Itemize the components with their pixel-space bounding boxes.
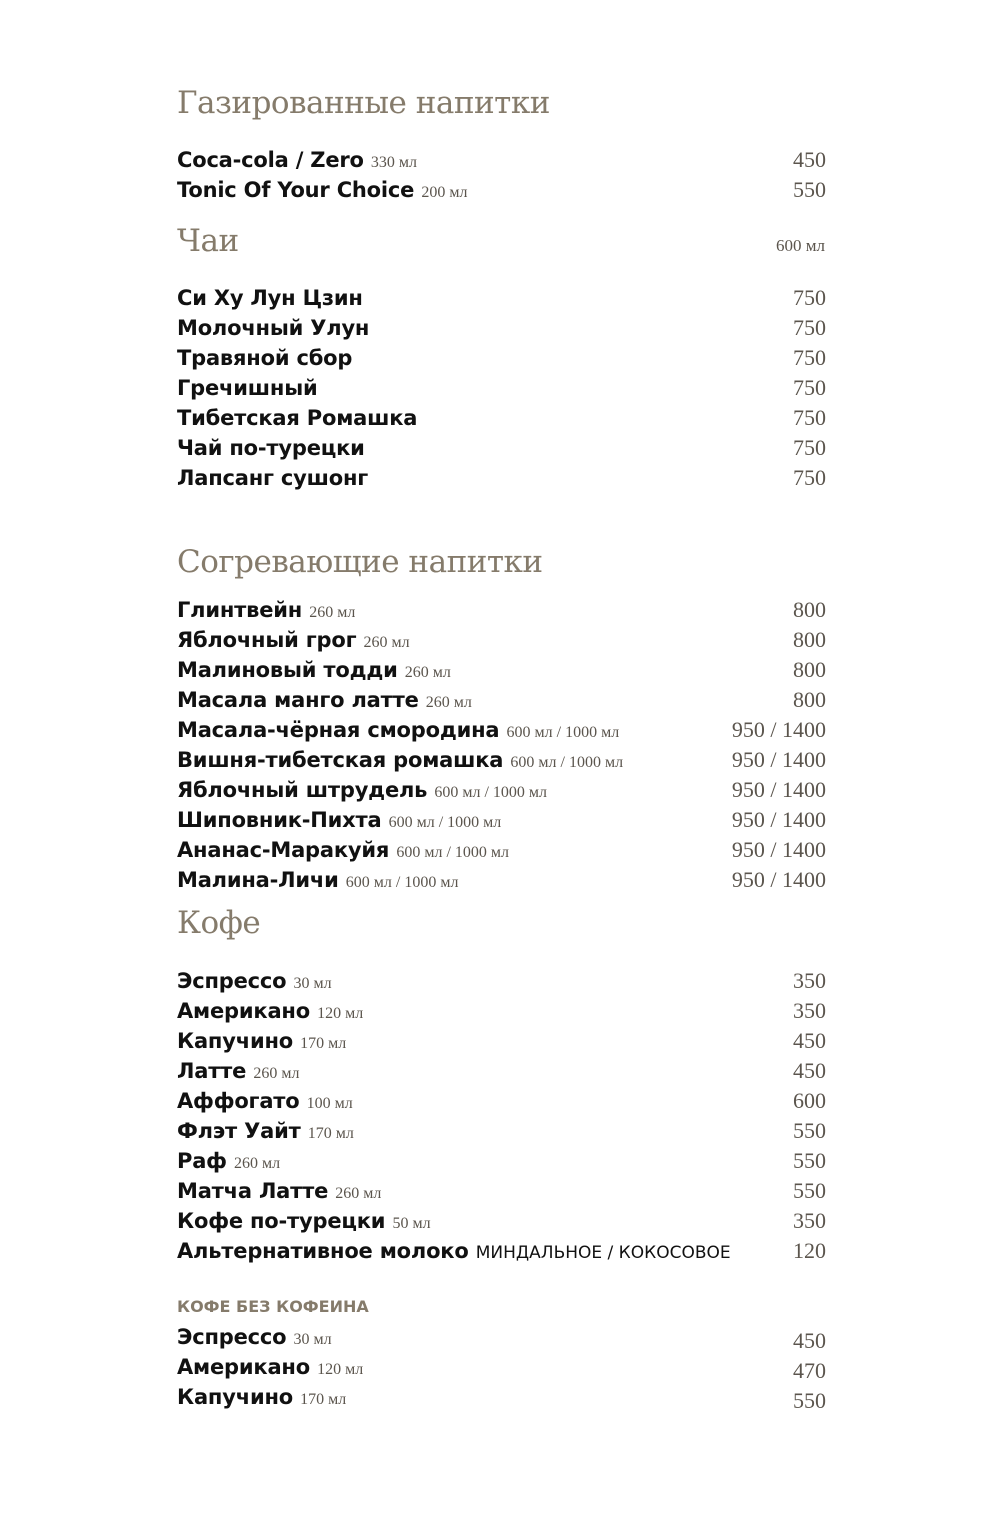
menu-item <box>177 626 826 656</box>
item-name: Эспрессо <box>177 969 287 993</box>
item-name-line <box>177 1027 346 1058</box>
item-name-line <box>177 997 363 1028</box>
item-name-line <box>177 596 355 627</box>
menu-item <box>177 1087 826 1117</box>
menu-item <box>177 1353 826 1383</box>
item-name-line <box>177 656 451 687</box>
menu-item <box>177 434 826 464</box>
item-name-line <box>177 967 332 998</box>
item-volume: 260 мл <box>253 1065 300 1082</box>
item-name: Гречишный <box>177 376 318 400</box>
menu-item <box>177 967 826 997</box>
item-price: 470 <box>793 1358 826 1383</box>
item-price: 950 / 1400 <box>731 777 826 802</box>
menu-item <box>177 176 826 206</box>
menu-item <box>177 1027 826 1057</box>
item-price: 800 <box>793 687 826 712</box>
item-name-line <box>177 1323 332 1354</box>
item-name-line <box>177 836 509 867</box>
section-title-tea: Чаи <box>177 223 239 259</box>
item-name: Эспрессо <box>177 1325 287 1349</box>
item-name-line <box>177 1237 731 1267</box>
tea-volume-note: 600 мл <box>776 236 825 255</box>
section-title-decaf: КОФЕ БЕЗ КОФЕИНА <box>177 1297 369 1316</box>
item-price: 120 <box>793 1238 826 1263</box>
menu-item <box>177 404 826 434</box>
item-name-line <box>177 776 547 807</box>
item-price: 800 <box>793 657 826 682</box>
item-name: Лапсанг сушонг <box>177 466 369 490</box>
item-volume: 260 мл <box>309 604 356 621</box>
item-volume: 30 мл <box>293 1331 332 1348</box>
item-price: 550 <box>793 1388 826 1413</box>
item-price: 350 <box>793 1208 826 1233</box>
menu-item <box>177 1057 826 1087</box>
item-price: 750 <box>793 375 826 400</box>
item-volume: 170 мл <box>300 1035 347 1052</box>
item-volume: 260 мл <box>335 1185 382 1202</box>
item-volume: 170 мл <box>300 1391 347 1408</box>
item-name: Tonic Of Your Choice <box>177 178 415 202</box>
item-name: Латте <box>177 1059 247 1083</box>
menu-item <box>177 866 826 896</box>
menu-item <box>177 716 826 746</box>
item-volume: 600 мл / 1000 мл <box>388 814 502 831</box>
item-name: Кофе по-турецки <box>177 1209 386 1233</box>
item-price: 550 <box>793 1178 826 1203</box>
item-name-line <box>177 746 623 777</box>
menu-item <box>177 146 826 176</box>
menu-item <box>177 464 826 494</box>
item-name-line <box>177 176 467 207</box>
item-price: 600 <box>793 1088 826 1113</box>
item-name: Тибетская Ромашка <box>177 406 418 430</box>
item-name-line <box>177 1353 363 1384</box>
item-name: Травяной сбор <box>177 346 353 370</box>
item-name: Глинтвейн <box>177 598 303 622</box>
item-name: Альтернативное молоко <box>177 1239 469 1263</box>
item-name: Яблочный грог <box>177 628 357 652</box>
item-volume: 600 мл / 1000 мл <box>345 874 459 891</box>
menu-item <box>177 1237 826 1267</box>
item-name: Малина-Личи <box>177 868 339 892</box>
item-name: Coca-cola / Zero <box>177 148 364 172</box>
item-name: Масала манго латте <box>177 688 419 712</box>
item-name: Чай по-турецки <box>177 436 365 460</box>
section-title-coffee: Кофе <box>177 905 261 941</box>
item-name: Шиповник-Пихта <box>177 808 382 832</box>
item-name: Американо <box>177 1355 310 1379</box>
item-volume: 600 мл / 1000 мл <box>510 754 624 771</box>
menu-item <box>177 284 826 314</box>
item-name-line <box>177 866 458 897</box>
item-volume: 120 мл <box>317 1361 364 1378</box>
item-volume: 50 мл <box>392 1215 431 1232</box>
item-name: Малиновый тодди <box>177 658 398 682</box>
item-price: 550 <box>793 177 826 202</box>
item-name: Яблочный штрудель <box>177 778 428 802</box>
menu-item <box>177 746 826 776</box>
menu-item <box>177 314 826 344</box>
menu-item <box>177 1177 826 1207</box>
item-volume: 600 мл / 1000 мл <box>434 784 548 801</box>
item-price: 750 <box>793 465 826 490</box>
item-price: 750 <box>793 315 826 340</box>
item-price: 950 / 1400 <box>731 837 826 862</box>
item-volume: 200 мл <box>421 184 468 201</box>
item-name: Матча Латте <box>177 1179 329 1203</box>
item-price: 350 <box>793 998 826 1023</box>
item-volume: 30 мл <box>293 975 332 992</box>
item-price: 550 <box>793 1118 826 1143</box>
item-price: 800 <box>793 597 826 622</box>
menu-item <box>177 806 826 836</box>
menu-item <box>177 656 826 686</box>
item-name-line <box>177 716 619 747</box>
item-name-line <box>177 1147 280 1178</box>
item-volume: 600 мл / 1000 мл <box>506 724 620 741</box>
item-price: 350 <box>793 968 826 993</box>
section-title-warm: Согревающие напитки <box>177 544 543 580</box>
item-name: Вишня-тибетская ромашка <box>177 748 504 772</box>
item-price: 950 / 1400 <box>731 867 826 892</box>
menu-item <box>177 1207 826 1237</box>
item-volume: 120 мл <box>317 1005 364 1022</box>
item-name: Масала-чёрная смородина <box>177 718 500 742</box>
item-price: 450 <box>793 147 826 172</box>
item-price: 450 <box>793 1058 826 1083</box>
item-name: Си Ху Лун Цзин <box>177 286 363 310</box>
item-name-line <box>177 806 501 837</box>
item-price: 750 <box>793 405 826 430</box>
item-name-line <box>177 626 410 657</box>
item-price: 950 / 1400 <box>731 807 826 832</box>
item-name: Раф <box>177 1149 227 1173</box>
section-title-soda: Газированные напитки <box>177 85 550 121</box>
menu-item <box>177 596 826 626</box>
item-name-line <box>177 1117 354 1148</box>
item-price: 750 <box>793 435 826 460</box>
item-volume: 100 мл <box>306 1095 353 1112</box>
menu-item <box>177 836 826 866</box>
item-price: 450 <box>793 1028 826 1053</box>
menu-item <box>177 1147 826 1177</box>
item-name-line <box>177 1177 381 1208</box>
item-name-line <box>177 1207 431 1238</box>
item-name: Флэт Уайт <box>177 1119 301 1143</box>
item-volume: 170 мл <box>307 1125 354 1142</box>
item-volume: 600 мл / 1000 мл <box>396 844 509 861</box>
item-name-line <box>177 686 472 717</box>
item-name-line <box>177 1057 299 1088</box>
item-name-line <box>177 1383 346 1414</box>
item-name: Ананас-Маракуйя <box>177 838 390 862</box>
menu-item <box>177 374 826 404</box>
menu-item <box>177 686 826 716</box>
menu-item <box>177 344 826 374</box>
item-name: Капучино <box>177 1029 294 1053</box>
item-price: 800 <box>793 627 826 652</box>
item-name-line <box>177 1087 353 1118</box>
menu-item <box>177 776 826 806</box>
item-price: 950 / 1400 <box>731 747 826 772</box>
item-price: 450 <box>793 1328 826 1353</box>
item-volume: 260 мл <box>404 664 451 681</box>
item-milk-options: МИНДАЛЬНОЕ / КОКОСОВОЕ <box>475 1243 731 1263</box>
item-volume: 260 мл <box>425 694 472 711</box>
item-volume: 330 мл <box>370 154 417 171</box>
item-price: 750 <box>793 285 826 310</box>
item-name: Американо <box>177 999 310 1023</box>
menu-item <box>177 1117 826 1147</box>
item-volume: 260 мл <box>233 1155 281 1172</box>
menu-item <box>177 1323 826 1353</box>
item-volume: 260 мл <box>363 634 410 651</box>
item-name-line <box>177 146 417 177</box>
item-name: Аффогато <box>177 1089 300 1113</box>
item-price: 750 <box>793 345 826 370</box>
menu-item <box>177 997 826 1027</box>
item-name: Капучино <box>177 1385 294 1409</box>
item-price: 550 <box>793 1148 826 1173</box>
item-name: Молочный Улун <box>177 316 370 340</box>
menu-item <box>177 1383 826 1413</box>
item-price: 950 / 1400 <box>731 717 826 742</box>
